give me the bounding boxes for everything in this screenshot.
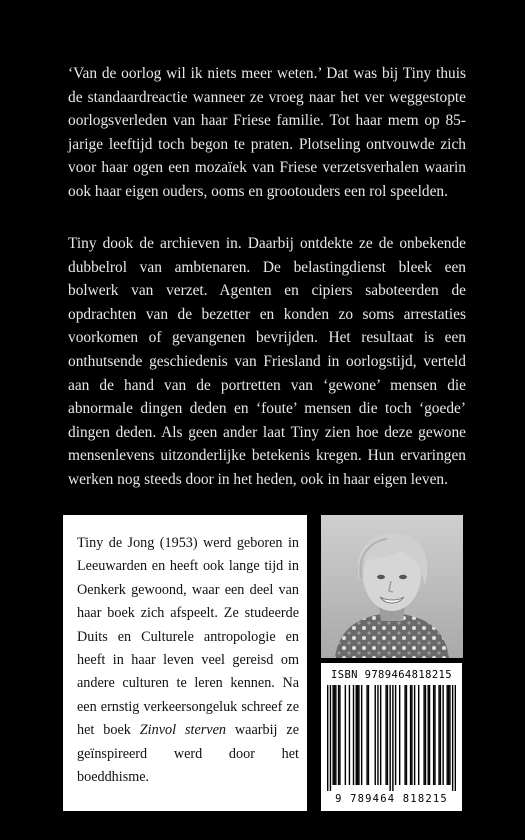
barcode-bar xyxy=(335,685,336,785)
barcode-bar xyxy=(427,685,428,785)
barcode-bar xyxy=(357,685,358,785)
barcode-bar xyxy=(338,685,339,785)
author-bio xyxy=(77,532,299,789)
barcode-digits: 9 789464 818215 xyxy=(335,793,448,805)
barcode-bar xyxy=(446,685,447,785)
barcode-bar xyxy=(399,685,400,785)
isbn-label: ISBN 9789464818215 xyxy=(331,669,452,681)
barcode-bar xyxy=(389,685,390,791)
barcode-bar xyxy=(418,685,419,785)
barcode-bar xyxy=(330,685,331,791)
barcode-bar xyxy=(332,685,333,785)
barcode-box xyxy=(321,663,462,811)
barcode-bar xyxy=(334,685,335,785)
barcode-bar xyxy=(395,685,396,785)
author-bio-text-end: waarbij ze geïnspireerd werd door het boeddhisme. xyxy=(77,722,299,786)
barcode-bar xyxy=(455,685,456,791)
author-bio-box xyxy=(63,515,307,811)
barcode-bar xyxy=(452,685,453,791)
barcode-bar xyxy=(385,685,386,785)
barcode-bar xyxy=(434,685,435,785)
barcode-bar xyxy=(425,685,426,785)
barcode-bar xyxy=(392,685,393,791)
barcode-bar xyxy=(366,685,367,785)
barcode-bar xyxy=(356,685,357,785)
barcode-bar xyxy=(387,685,388,785)
barcode-bar xyxy=(411,685,412,785)
barcode-bar xyxy=(361,685,362,785)
blurb-paragraph-2: Tiny dook de archieven in. Daarbij ontdekte ze de onbekende dubbelrol van ambtenaren. De belastingdienst bleek een bolwerk van verzet. Agenten en cipiers saboteerden de opdrachten van de bezetter en konden zo soms arrestaties voorkomen of gevangenen bevrijden. Het resultaat is een onthutsende geschiedenis van Friesland in oorlogstijd, verteld aan de hand van de portretten van ‘gewone’ mensen die abnormale dingen deden en ‘foute’ mensen die toch ‘goede’ dingen deden. Als geen ander laat Tiny zien hoe deze gewone mensenlevens uitzonderlijke betekenis kregen. Hun ervaringen werken nog steeds door in het heden, ook in haar eigen leven. xyxy=(68,235,466,488)
barcode-bar xyxy=(404,685,405,785)
author-bio-text-start: Tiny de Jong (1953) werd geboren in Leeuwarden en heeft ook lange tijd in Oenkerk gewoond, waar een deel van haar boek zich afspeelt. Ze studeerde Duits en Culturele antropologie en heeft in haar leven veel gereisd om andere culturen te leren kennen. Na een ernstig verkeersongeluk schreef ze het boek xyxy=(77,535,299,739)
blurb-paragraph-1: ‘Van de oorlog wil ik niets meer weten.’ Dat was bij Tiny thuis de standaardreactie wanneer ze vroeg naar het ver weggestopte oorlogsverleden van haar Friese familie. Tot haar mem op 85-jarige leeftijd toch begon te praten. Plotseling ontvouwde zich voor haar ogen een mozaïek van Friese verzetsverhalen waarin ook haar eigen ouders, ooms en grootouders een rol speelden. xyxy=(68,65,466,200)
barcode-bar xyxy=(406,685,407,785)
barcode-bars xyxy=(327,685,456,791)
barcode-bar xyxy=(449,685,450,785)
barcode-bar xyxy=(380,685,381,785)
barcode-bar xyxy=(410,685,411,785)
barcode-bar xyxy=(433,685,434,785)
book-title: Zinvol sterven xyxy=(139,722,226,739)
barcode-bar xyxy=(414,685,415,785)
barcode-bar xyxy=(349,685,350,785)
barcode-bar xyxy=(345,685,346,785)
barcode-bar xyxy=(440,685,441,785)
barcode-bar xyxy=(375,685,376,785)
barcode-bar xyxy=(353,685,354,785)
barcode-bar xyxy=(377,685,378,785)
barcode-bar xyxy=(368,685,369,785)
barcode-bar xyxy=(429,685,430,785)
barcode-bar xyxy=(358,685,359,785)
barcode-bar xyxy=(423,685,424,785)
barcode-bar xyxy=(442,685,443,785)
barcode-bar xyxy=(327,685,328,791)
barcode-bar xyxy=(339,685,340,785)
barcode-bar xyxy=(438,685,439,785)
author-photo xyxy=(321,515,463,658)
barcode-bar xyxy=(448,685,449,785)
